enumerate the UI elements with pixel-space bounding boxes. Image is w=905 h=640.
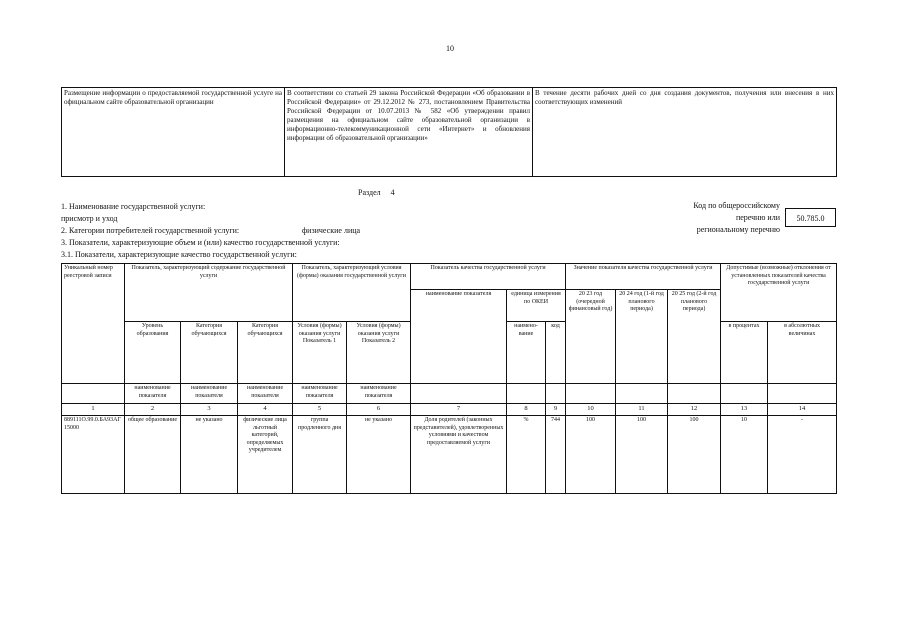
row-indicator: Доля родителей (законных представителей), удовлетворенных условиями и качеством предоставляемой услуги [411, 416, 507, 494]
service-name-label: 1. Наименование государственной услуги: [61, 202, 206, 211]
header-category-2: Категория обучающихся [238, 322, 293, 384]
quality-indicators-heading: 3.1. Показатели, характеризующие качество государственной услуги: [61, 250, 297, 259]
row-year-1: 100 [566, 416, 616, 494]
row-year-2: 100 [616, 416, 668, 494]
header-percent: в процентах [721, 322, 768, 384]
column-number: 8 [507, 404, 546, 416]
header-year-1: 20 23 год (очередной финансовый год) [566, 290, 616, 384]
header-quality: Показатель качества государственной услуги [411, 264, 566, 290]
header-category-1: Категория обучающихся [181, 322, 238, 384]
column-number: 5 [293, 404, 347, 416]
row-condition-1: группа продленного дня [293, 416, 347, 494]
header-condition-1: Условия (формы) оказания услуги Показатель 1 [293, 322, 347, 384]
column-number: 1 [62, 404, 125, 416]
code-label-2: перечню или [735, 213, 780, 222]
page-number: 10 [446, 44, 454, 53]
column-number: 13 [721, 404, 768, 416]
placement-table [61, 87, 837, 177]
column-number: 11 [616, 404, 668, 416]
row-condition-2: не указано [347, 416, 411, 494]
column-numbers-row [62, 404, 837, 416]
row-absolute: - [768, 416, 837, 494]
row-category-1: не указано [181, 416, 238, 494]
code-value: 50.785.0 [785, 208, 836, 227]
param-name: наименование показателя [125, 384, 181, 404]
param-name: наименование показателя [347, 384, 411, 404]
header-indicator-name: наименование показателя [411, 290, 507, 384]
row-level: общее образование [125, 416, 181, 494]
placement-cell-info: Размещение информации о предоставляемой государственной услуге на официальном сайте образовательной организации [62, 88, 285, 177]
header-absolute: в абсолютных величинах [768, 322, 837, 384]
header-year-3: 20 25 год (2-й год планового периода) [668, 290, 721, 384]
column-number: 7 [411, 404, 507, 416]
consumers-value: физические лица [302, 226, 361, 235]
placement-cell-basis: В соответствии со статьей 29 закона Российской Федерации «Об образовании в Российской Федерации» от 29.12.2012 № 273, постановлением Правительства Российской Федерации от 10.07.2013 № 582 «Об утверждении правил размещения на официальном сайте образовательной организации в информационно-телекоммуникационной сети «Интернет» и обновления информации об образовательной организации» [285, 88, 533, 177]
placement-cell-frequency: В течение десяти рабочих дней со дня создания документов, получения или внесения в них соответствующих изменений [533, 88, 837, 177]
param-name: наименование показателя [293, 384, 347, 404]
column-number: 4 [238, 404, 293, 416]
header-level: Уровень образования [125, 322, 181, 384]
header-unit: единица измерения по ОКЕИ [507, 290, 566, 322]
row-percent: 10 [721, 416, 768, 494]
column-number: 12 [668, 404, 721, 416]
section-label: Раздел 4 [358, 188, 395, 197]
header-value: Значение показателя качества государственной услуги [566, 264, 721, 290]
row-year-3: 100 [668, 416, 721, 494]
indicators-heading: 3. Показатели, характеризующие объем и (или) качество государственной услуги: [61, 238, 340, 247]
header-unique-number: Уникальный номер реестровой записи [62, 264, 125, 384]
header-year-2: 20 24 год (1-й год планового периода) [616, 290, 668, 384]
header-unit-name: наимено-вание [507, 322, 546, 384]
param-name: наименование показателя [238, 384, 293, 404]
row-okei: 744 [546, 416, 566, 494]
service-name-value: присмотр и уход [61, 214, 118, 223]
header-content: Показатель, характеризующий содержание государственной услуги [125, 264, 293, 290]
column-number: 10 [566, 404, 616, 416]
header-condition-2: Условия (формы) оказания услуги Показатель 2 [347, 322, 411, 384]
quality-table [61, 263, 837, 494]
registry-code: 889111О.99.0.БА93АГ15000 [62, 416, 125, 494]
header-unit-code: код [546, 322, 566, 384]
code-label-1: Код по общероссийскому [693, 201, 780, 210]
column-number: 2 [125, 404, 181, 416]
row-category-2: физические лица льготный категорий, определяемых учредителем [238, 416, 293, 494]
column-number: 9 [546, 404, 566, 416]
header-conditions: Показатель, характеризующий условия (формы) оказания государственной услуги [293, 264, 411, 290]
column-number: 3 [181, 404, 238, 416]
column-number: 14 [768, 404, 837, 416]
consumers-label: 2. Категории потребителей государственной услуги: [61, 226, 240, 235]
column-number: 6 [347, 404, 411, 416]
param-name: наименование показателя [181, 384, 238, 404]
row-unit: % [507, 416, 546, 494]
table-row [62, 416, 837, 494]
code-label-3: региональному перечню [696, 225, 780, 234]
header-deviation: Допустимые (возможные) отклонения от установленных показателей качества государственной услуги [721, 264, 837, 290]
